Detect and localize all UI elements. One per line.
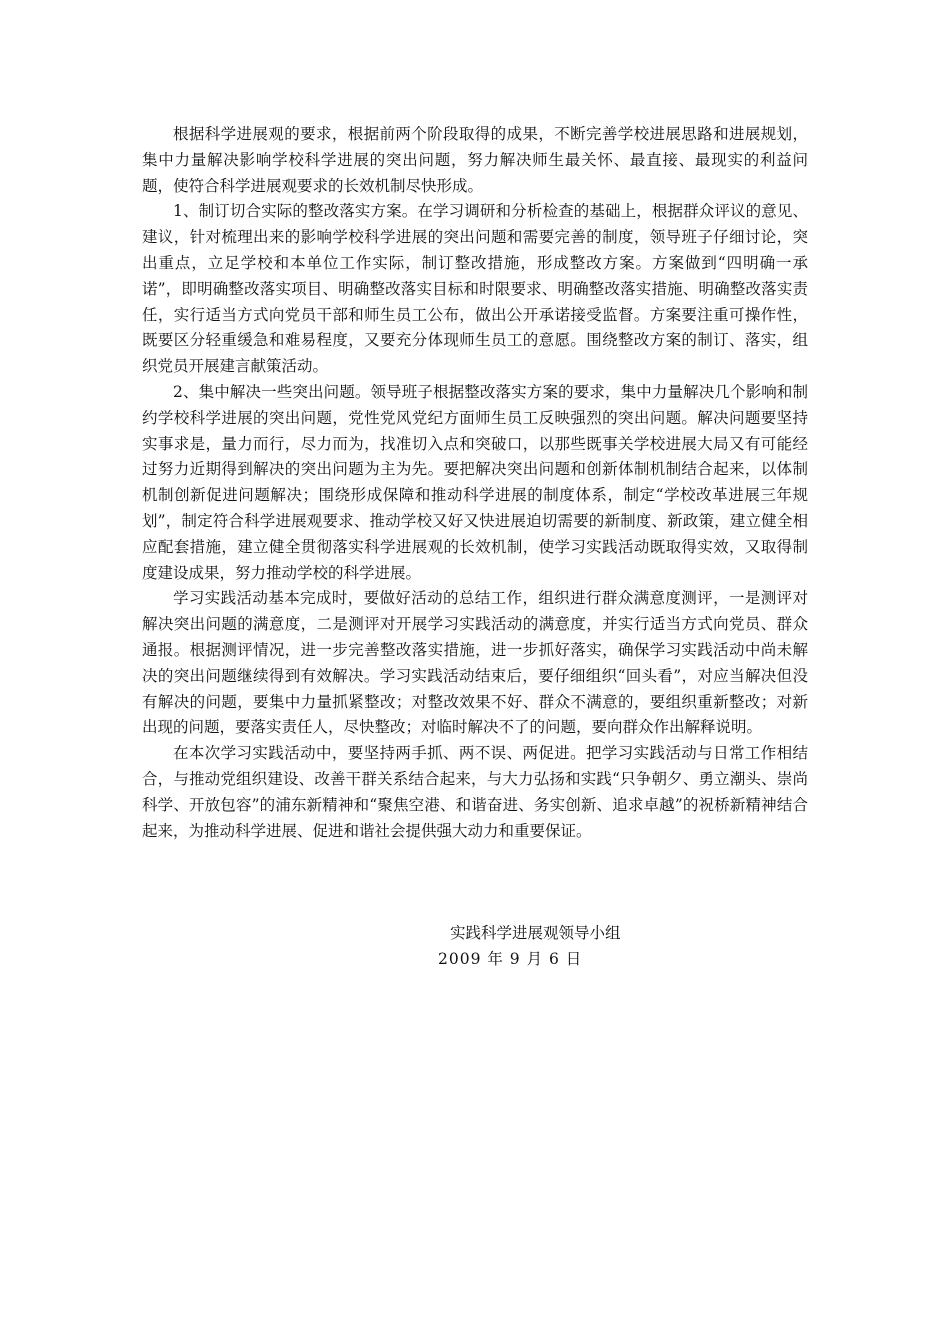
document-body xyxy=(142,122,808,844)
paragraph-intro: 根据科学进展观的要求，根据前两个阶段取得的成果，不断完善学校进展思路和进展规划，集中力量解决影响学校科学进展的突出问题，努力解决师生最关怀、最直接、最现实的利益问题，使符合科学进展观要求的长效机制尽快形成。 xyxy=(142,125,808,195)
paragraph-summary-evaluation: 学习实践活动基本完成时，要做好活动的总结工作，组织进行群众满意度测评，一是测评对解决突出问题的满意度，二是测评对开展学习实践活动的满意度，并实行适当方式向党员、群众通报。根据测评情况，进一步完善整改落实措施，进一步抓好落实，确保学习实践活动中尚未解决的突出问题继续得到有效解决。学习实践活动结束后，要仔细组织“回头看”，对应当解决但没有解决的问题，要集中力量抓紧整改；对整改效果不好、群众不满意的，要组织重新整改；对新出现的问题，要落实责任人，尽快整改；对临时解决不了的问题，要向群众作出解释说明。 xyxy=(142,589,808,737)
paragraph-solve-problems: 2、集中解决一些突出问题。领导班子根据整改落实方案的要求，集中力量解决几个影响和制约学校科学进展的突出问题，党性党风党纪方面师生员工反映强烈的突出问题。解决问题要坚持实事求是，量力而行，尽力而为，找准切入点和突破口，以那些既事关学校进展大局又有可能经过努力近期得到解决的突出问题为主为先。要把解决突出问题和创新体制机制结合起来，以体制机制创新促进问题解决；围绕形成保障和推动科学进展的制度体系，制定“学校改革进展三年规划”，制定符合科学进展观要求、推动学校又好又快进展迫切需要的新制度、新政策，建立健全相应配套措施，建立健全贯彻落实科学进展观的长效机制，使学习实践活动既取得实效，又取得制度建设成果，努力推动学校的科学进展。 xyxy=(142,382,808,582)
signature-date: 2009 年 9 月 6 日 xyxy=(438,950,583,968)
paragraph-rectification-plan: 1、制订切合实际的整改落实方案。在学习调研和分析检查的基础上，根据群众评议的意见、建议，针对梳理出来的影响学校科学进展的突出问题和需要完善的制度，领导班子仔细讨论，突出重点，立足学校和本单位工作实际，制订整改措施，形成整改方案。方案做到“四明确一承诺”，即明确整改落实项目、明确整改落实目标和时限要求、明确整改落实措施、明确整改落实责任，实行适当方式向党员干部和师生员工公布，做出公开承诺接受监督。方案要注重可操作性，既要区分轻重缓急和难易程度，又要充分体现师生员工的意愿。围绕整改方案的制订、落实，组织党员开展建言献策活动。 xyxy=(142,202,808,376)
paragraph-two-hands: 在本次学习实践活动中，要坚持两手抓、两不误、两促进。把学习实践活动与日常工作相结合，与推动党组织建设、改善干群关系结合起来，与大力弘扬和实践“只争朝夕、勇立潮头、崇尚科学、开放包容”的浦东新精神和“聚焦空港、和谐奋进、务实创新、追求卓越”的祝桥新精神结合起来，为推动科学进展、促进和谐社会提供强大动力和重要保证。 xyxy=(142,744,808,840)
signature-organization: 实践科学进展观领导小组 xyxy=(450,924,621,942)
